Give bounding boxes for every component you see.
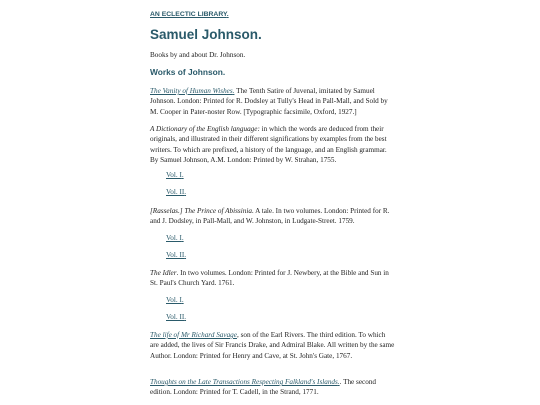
entry-title: The Idler [150, 269, 177, 277]
entry-dictionary [150, 124, 395, 166]
idler-vol-1-link[interactable]: Vol. I. [166, 296, 184, 304]
page-subtitle: Books by and about Dr. Johnson. [150, 51, 246, 59]
dictionary-vol-1-link[interactable]: Vol. I. [166, 171, 184, 179]
entry-title: The Prince of Abissinia [184, 207, 252, 215]
section-heading-works: Works of Johnson. [150, 67, 226, 77]
entry-falklands-islands [150, 377, 395, 398]
entry-title: A Dictionary of the English language: [150, 125, 260, 133]
page-title: Samuel Johnson. [150, 27, 262, 42]
entry-idler [150, 268, 395, 289]
idler-vol-2-link[interactable]: Vol. II. [166, 313, 187, 321]
entry-life-of-savage [150, 330, 395, 361]
entry-prefix: [Rasselas.] [150, 207, 183, 215]
rasselas-vol-1-link[interactable]: Vol. I. [166, 234, 184, 242]
entry-title-link[interactable]: Thoughts on the Late Transactions Respecting Falkland's Islands [150, 378, 338, 386]
entry-title-link-period[interactable]: . [232, 87, 235, 95]
entry-title-link[interactable]: The life of Mr Richard Savage [150, 331, 237, 339]
entry-title-link[interactable]: The Vanity of Human Wishes [150, 87, 233, 95]
entry-description: . The second edition. London: Printed for T. Cadell, in the Strand, 1771. [150, 378, 377, 397]
entry-rasselas [150, 206, 395, 227]
entry-description: , son of the Earl Rivers. The third edition. To which are added, the lives of Sir Francis Drake, and Admiral Blake. All written by the same Author. London: Printed for Henry and Cave, at St. John's Gate, 1767. [150, 331, 395, 360]
entry-description: The Tenth Satire of Juvenal, imitated by Samuel Johnson. London: Printed for R. Dodsley at Tully's Head in Pall-Mall, and Sold by M. Cooper in Pater-noster Row. [Typographic facsimile, Oxford, 1927.] [150, 87, 388, 116]
dictionary-vol-2-link[interactable]: Vol. II. [166, 188, 187, 196]
entry-title-link-period[interactable]: . [337, 378, 340, 386]
entry-vanity-of-human-wishes [150, 86, 395, 117]
entry-description: in which the words are deduced from their originals, and illustrated in their different significations by examples from the best writers. To which are prefixed, a history of the language, and an English grammar. By Samuel Johnson, A.M. London: Printed by W. Strahan, 1755. [150, 125, 387, 165]
entry-description: . A tale. In two volumes. London: Printed for R. and J. Dodsley, in Pall-Mall, and W. Johnston, in Ludgate-Street. 1759. [150, 207, 390, 226]
entry-description: . In two volumes. London: Printed for J. Newbery, at the Bible and Sun in St. Paul's Church Yard. 1761. [150, 269, 389, 288]
eclectic-library-link[interactable]: AN ECLECTIC LIBRARY. [150, 11, 229, 18]
rasselas-vol-2-link[interactable]: Vol. II. [166, 251, 187, 259]
